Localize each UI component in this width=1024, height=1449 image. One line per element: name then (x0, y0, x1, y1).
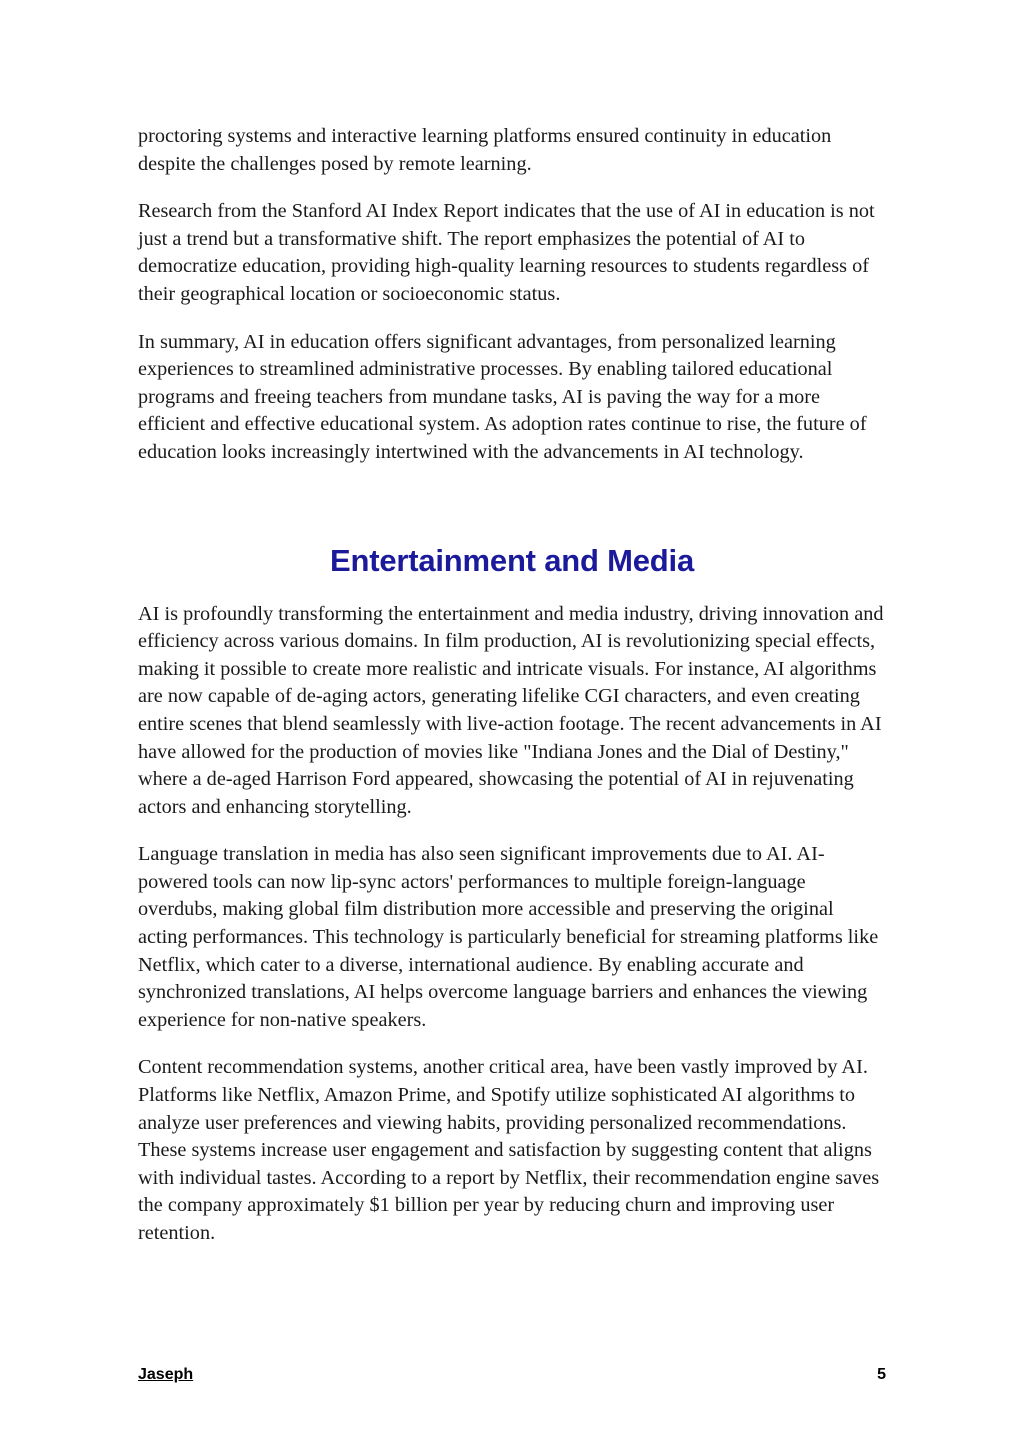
paragraph-education-continuity: proctoring systems and interactive learning platforms ensured continuity in education despite the challenges posed by remote learning. (138, 125, 832, 175)
paragraph-education-summary: In summary, AI in education offers significant advantages, from personalized learning experiences to streamlined administrative processes. By enabling tailored educational programs and freeing teachers from mundane tasks, AI is paving the way for a more efficient and effective educational system. As adoption rates continue to rise, the future of education looks increasingly intertwined with the advancements in AI technology. (138, 330, 867, 463)
footer-page-number: 5 (877, 1366, 886, 1383)
paragraph-language-translation: Language translation in media has also seen significant improvements due to AI. AI-powered tools can now lip-sync actors' performances to multiple foreign-language overdubs, making global film distribution more accessible and preserving the original acting performances. This technology is particularly beneficial for streaming platforms like Netflix, which cater to a diverse, international audience. By enabling accurate and synchronized translations, AI helps overcome language barriers and enhances the viewing experience for non-native speakers. (138, 843, 879, 1031)
paragraph-film-production: AI is profoundly transforming the entertainment and media industry, driving innovation and efficiency across various domains. In film production, AI is revolutionizing special effects, making it possible to create more realistic and intricate visuals. For instance, AI algorithms are now capable of de-aging actors, generating lifelike CGI characters, and even creating entire scenes that blend seamlessly with live-action footage. The recent advancements in AI have allowed for the production of movies like "Indiana Jones and the Dial of Destiny," where a de-aged Harrison Ford appeared, showcasing the potential of AI in rejuvenating actors and enhancing storytelling. (138, 602, 884, 818)
paragraph-stanford-report: Research from the Stanford AI Index Report indicates that the use of AI in education is not just a trend but a transformative shift. The report emphasizes the potential of AI to democratize education, providing high-quality learning resources to students regardless of their geographical location or socioeconomic status. (138, 200, 875, 305)
paragraph-content-recommendation: Content recommendation systems, another critical area, have been vastly improved by AI. Platforms like Netflix, Amazon Prime, and Spotify utilize sophisticated AI algorithms to analyze user preferences and viewing habits, providing personalized recommendations. These systems increase user engagement and satisfaction by suggesting content that aligns with individual tastes. According to a report by Netflix, their recommendation engine saves the company approximately $1 billion per year by reducing churn and improving user retention. (138, 1056, 880, 1244)
document-page (138, 123, 886, 1268)
section-heading-entertainment: Entertainment and Media (329, 542, 694, 578)
footer-author-link[interactable]: Jaseph (138, 1366, 194, 1383)
